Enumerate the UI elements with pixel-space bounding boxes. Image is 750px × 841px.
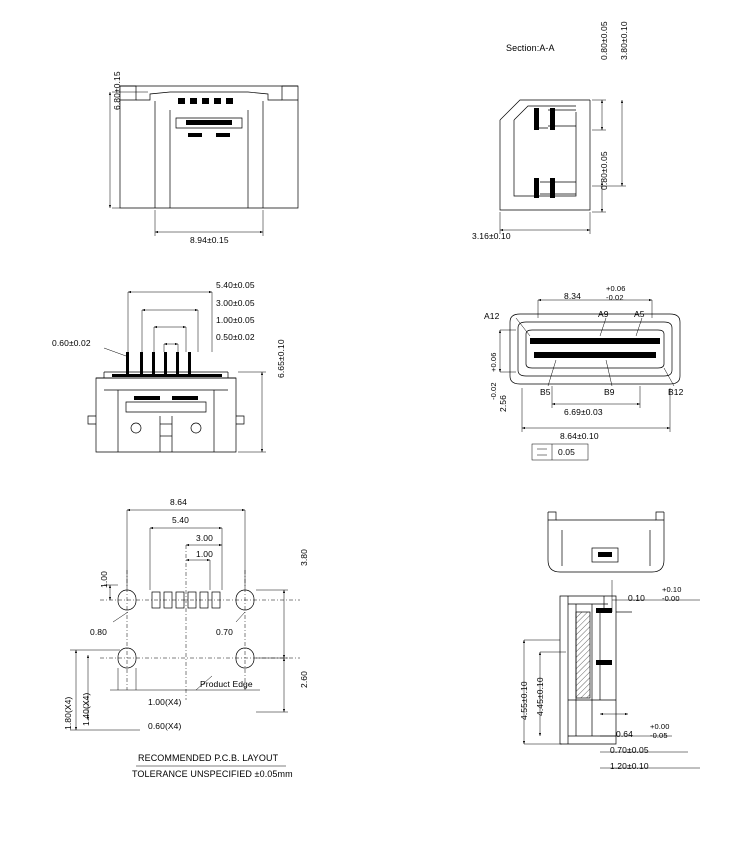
front-height-dim: 6.80±0.15	[112, 71, 122, 110]
pcb-dim-h2: 3.80	[299, 549, 309, 566]
right-dim-t2-dn: -0.05	[650, 731, 668, 740]
mating-width-top: 8.34	[564, 291, 581, 301]
pcb-layout-geometry	[70, 510, 300, 766]
right-dim-t3: 0.70±0.05	[610, 745, 649, 755]
side-dim-a: 5.40±0.05	[216, 280, 255, 290]
right-dim-t2-up: +0.00	[650, 722, 670, 731]
right-dim-t5: 4.55±0.10	[519, 681, 529, 720]
pin-label-b5: B5	[540, 387, 551, 397]
pcb-dim-v2: 0.70	[216, 627, 233, 637]
pcb-dim-w4: 1.00	[196, 549, 213, 559]
pcb-product-edge-label: Product Edge	[200, 679, 253, 689]
front-view-geometry	[110, 86, 298, 236]
pin-label-a5: A5	[634, 309, 645, 319]
pin-label-b12: B12	[668, 387, 684, 397]
mating-outer-width: 8.64±0.10	[560, 431, 599, 441]
pcb-pitch-1: 1.80(X4)	[63, 696, 73, 730]
right-dim-t6: 4.45±0.10	[535, 677, 545, 716]
pcb-dim-w3: 3.00	[196, 533, 213, 543]
section-dim-4: 3.16±0.10	[472, 231, 511, 241]
pcb-dim-v1: 0.80	[90, 627, 107, 637]
side-dim-b: 3.00±0.05	[216, 298, 255, 308]
section-title: Section:A-A	[506, 43, 555, 53]
right-dim-t2: 0.64	[616, 729, 633, 739]
pcb-pitch-4: 0.60(X4)	[148, 721, 182, 731]
side-dim-d: 0.50±0.02	[216, 332, 255, 342]
right-dim-t1: 0.10	[628, 593, 645, 603]
pin-label-a12: A12	[484, 311, 500, 321]
pcb-dim-w2: 5.40	[172, 515, 189, 525]
right-dim-t1-up: +0.10	[662, 585, 682, 594]
section-dim-1: 0.80±0.05	[599, 21, 609, 60]
mating-flatness: 0.05	[558, 447, 575, 457]
pcb-dim-h1: 1.00	[99, 571, 109, 588]
side-dim-c: 1.00±0.05	[216, 315, 255, 325]
pin-label-b9: B9	[604, 387, 615, 397]
right-dim-t4: 1.20±0.10	[610, 761, 649, 771]
front-width-dim: 8.94±0.15	[190, 235, 229, 245]
mating-width-tol-dn: -0.02	[606, 293, 624, 302]
right-dim-t1-dn: -0.00	[662, 594, 680, 603]
mating-inner-width: 6.69±0.03	[564, 407, 603, 417]
pcb-pitch-2: 1.40(X4)	[81, 692, 91, 726]
mating-height-tol-dn: -0.02	[489, 382, 498, 400]
mating-height-tol-up: +0.06	[489, 352, 498, 372]
mating-width-tol-up: +0.06	[606, 284, 626, 293]
section-dim-3: 0.80±0.05	[599, 151, 609, 190]
pcb-pitch-3: 1.00(X4)	[148, 697, 182, 707]
pcb-dim-w1: 8.64	[170, 497, 187, 507]
pcb-dim-v3: 2.60	[299, 671, 309, 688]
side-dim-f: 6.65±0.10	[276, 339, 286, 378]
section-dim-2: 3.80±0.10	[619, 21, 629, 60]
pin-label-a9: A9	[598, 309, 609, 319]
mating-height: 2.56	[498, 395, 508, 412]
pcb-note-2: TOLERANCE UNSPECIFIED ±0.05mm	[132, 769, 293, 779]
top-view-geometry	[548, 512, 664, 572]
side-dim-e: 0.60±0.02	[52, 338, 91, 348]
pcb-note-1: RECOMMENDED P.C.B. LAYOUT	[138, 753, 279, 763]
right-section-geometry	[524, 580, 700, 768]
